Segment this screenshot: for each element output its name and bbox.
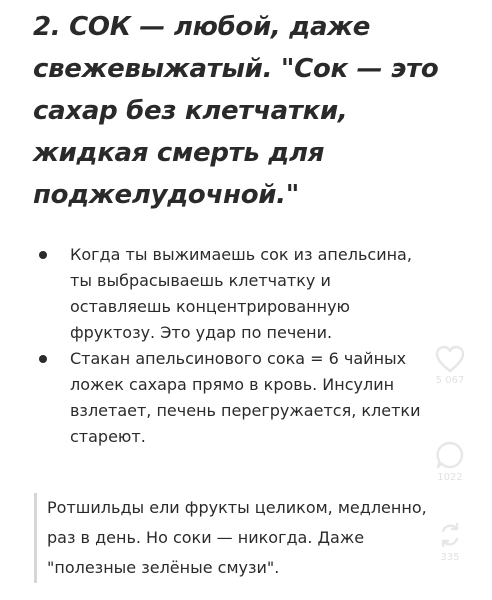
bullet-item (37, 346, 457, 450)
heading-line: сахар без клетчатки, (33, 96, 348, 126)
comment-count: 1022 (437, 472, 463, 483)
heading-line: 2. СОК — любой, даже (33, 12, 371, 42)
bullet-line: ложек сахара прямо в кровь. Инсулин (70, 375, 395, 394)
quote-line: "полезные зелёные смузи". (47, 558, 280, 577)
bullet-dot (39, 355, 47, 363)
blockquote (34, 493, 477, 583)
comment-button[interactable] (430, 440, 470, 484)
bullet-line: Стакан апельсинового сока = 6 чайных (70, 349, 407, 368)
bullet-line: взлетает, печень перегружается, клетки (70, 401, 421, 420)
bullet-line: ты выбрасываешь клетчатку и (70, 271, 331, 290)
like-button[interactable] (430, 345, 470, 387)
heading-line: жидкая смерть для (33, 138, 325, 168)
bullet-list (37, 242, 457, 450)
heading-line: свежевыжатый. "Сок — это (33, 54, 439, 84)
bullet-line: оставляешь концентрированную (70, 297, 351, 316)
share-count: 335 (440, 552, 460, 563)
bullet-dot (39, 251, 47, 259)
post-heading (33, 6, 473, 216)
bullet-item (37, 242, 457, 346)
repost-button[interactable] (430, 520, 470, 564)
bullet-line: стареют. (70, 427, 146, 446)
like-count: 5 067 (435, 375, 465, 386)
heading-line: поджелудочной." (33, 180, 299, 210)
bullet-line: фруктозу. Это удар по печени. (70, 323, 333, 342)
bullet-line: Когда ты выжимаешь сок из апельсина, (70, 245, 412, 264)
heart-icon (435, 345, 465, 373)
repost-icon (435, 520, 465, 550)
quote-line: раз в день. Но соки — никогда. Даже (47, 528, 365, 547)
quote-line: Ротшильды ели фрукты целиком, медленно, (47, 498, 427, 517)
comment-icon (435, 440, 465, 470)
